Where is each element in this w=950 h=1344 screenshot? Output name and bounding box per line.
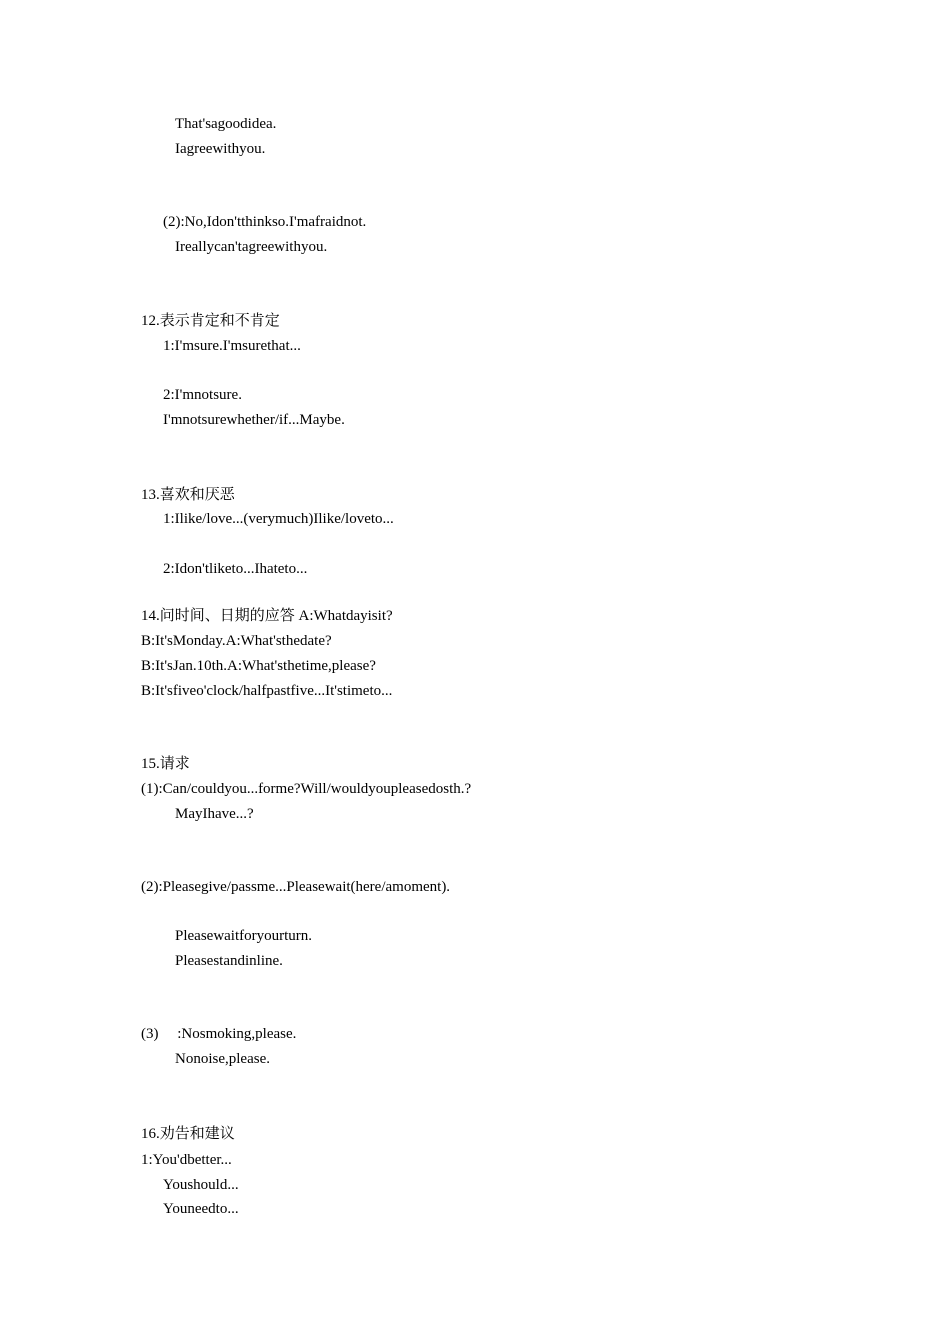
text-line: That'sagoodidea. bbox=[175, 116, 277, 132]
text-line: Iagreewithyou. bbox=[175, 141, 266, 157]
section-heading: 12.表示肯定和不肯定 bbox=[141, 313, 280, 329]
text-line: 2:I'mnotsure. bbox=[163, 387, 242, 403]
text-line: Pleasewaitforyourturn. bbox=[175, 928, 313, 944]
text-line: B:It'sMonday.A:What'sthedate? bbox=[141, 633, 332, 649]
section-heading: 14.问时间、日期的应答 A:Whatdayisit? bbox=[141, 608, 393, 624]
text-line: Ireallycan'tagreewithyou. bbox=[175, 239, 328, 255]
section-heading: 16.劝告和建议 bbox=[141, 1126, 235, 1142]
text-line: 1:You'dbetter... bbox=[141, 1152, 232, 1168]
text-line: I'mnotsurewhether/if...Maybe. bbox=[163, 412, 345, 428]
text-line: 1:Ilike/love...(verymuch)Ilike/loveto... bbox=[163, 511, 394, 527]
section-heading: 15.请求 bbox=[141, 756, 190, 772]
text-line: (2):Pleasegive/passme...Pleasewait(here/amoment). bbox=[141, 879, 451, 895]
text-line: Youneedto... bbox=[163, 1201, 239, 1217]
text-line: Pleasestandinline. bbox=[175, 953, 283, 969]
text-line: Youshould... bbox=[163, 1177, 239, 1193]
text-line: (3) :Nosmoking,please. bbox=[141, 1026, 297, 1042]
text-line: B:It'sJan.10th.A:What'sthetime,please? bbox=[141, 658, 376, 674]
text-line: B:It'sfiveo'clock/halfpastfive...It'stimeto... bbox=[141, 683, 393, 699]
section-heading: 13.喜欢和厌恶 bbox=[141, 487, 235, 503]
text-line: 2:Idon'tliketo...Ihateto... bbox=[163, 561, 308, 577]
text-line: (1):Can/couldyou...forme?Will/wouldyoupleasedosth.? bbox=[141, 781, 472, 797]
text-line: (2):No,Idon'tthinkso.I'mafraidnot. bbox=[163, 214, 367, 230]
text-line: Nonoise,please. bbox=[175, 1051, 270, 1067]
text-line: 1:I'msure.I'msurethat... bbox=[163, 338, 301, 354]
text-line: MayIhave...? bbox=[175, 806, 254, 822]
